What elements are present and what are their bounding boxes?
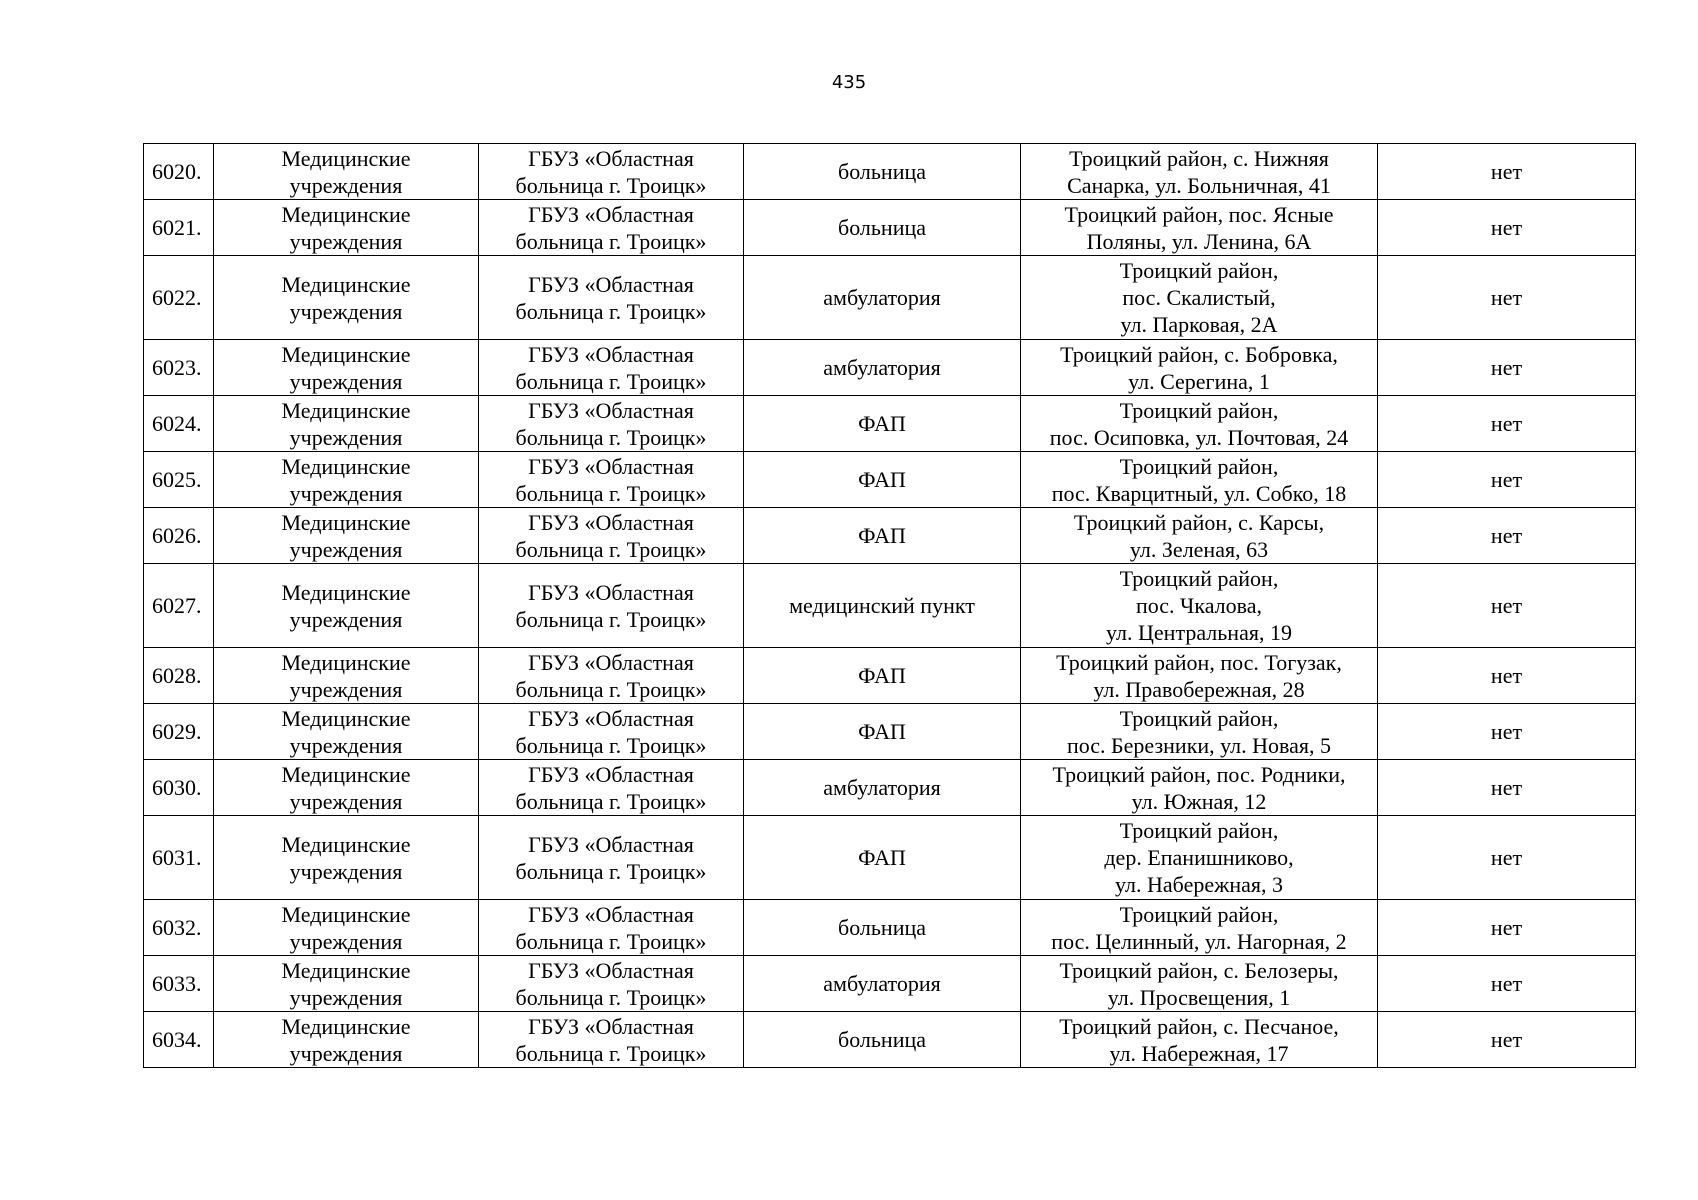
table-row (144, 816, 1636, 900)
category-cell: Медицинские учреждения (214, 452, 479, 508)
facility-type-cell: ФАП (744, 648, 1021, 704)
status-cell: нет (1378, 452, 1636, 508)
category-cell: Медицинские учреждения (214, 564, 479, 648)
address-cell: Троицкий район, пос. Ясные Поляны, ул. Ленина, 6А (1021, 200, 1378, 256)
table-row (144, 704, 1636, 760)
table-row (144, 452, 1636, 508)
facilities-table (143, 143, 1636, 1068)
facility-type-cell: амбулатория (744, 340, 1021, 396)
table-row (144, 956, 1636, 1012)
facility-type-cell: ФАП (744, 452, 1021, 508)
facility-type-cell: больница (744, 200, 1021, 256)
organization-cell: ГБУЗ «Областная больница г. Троицк» (479, 816, 744, 900)
category-cell: Медицинские учреждения (214, 396, 479, 452)
status-cell: нет (1378, 648, 1636, 704)
organization-cell: ГБУЗ «Областная больница г. Троицк» (479, 508, 744, 564)
row-number: 6020. (144, 144, 214, 200)
status-cell: нет (1378, 1012, 1636, 1068)
table-row (144, 396, 1636, 452)
row-number: 6034. (144, 1012, 214, 1068)
facility-type-cell: ФАП (744, 704, 1021, 760)
row-number: 6024. (144, 396, 214, 452)
status-cell: нет (1378, 396, 1636, 452)
table-row (144, 564, 1636, 648)
organization-cell: ГБУЗ «Областная больница г. Троицк» (479, 340, 744, 396)
category-cell: Медицинские учреждения (214, 340, 479, 396)
address-cell: Троицкий район, с. Бобровка, ул. Серегина, 1 (1021, 340, 1378, 396)
status-cell: нет (1378, 564, 1636, 648)
category-cell: Медицинские учреждения (214, 508, 479, 564)
table-row (144, 648, 1636, 704)
organization-cell: ГБУЗ «Областная больница г. Троицк» (479, 200, 744, 256)
status-cell: нет (1378, 200, 1636, 256)
address-cell: Троицкий район, пос. Осиповка, ул. Почтовая, 24 (1021, 396, 1378, 452)
status-cell: нет (1378, 340, 1636, 396)
table-row (144, 256, 1636, 340)
table-row (144, 144, 1636, 200)
address-cell: Троицкий район, пос. Чкалова, ул. Центральная, 19 (1021, 564, 1378, 648)
facility-type-cell: больница (744, 1012, 1021, 1068)
status-cell: нет (1378, 704, 1636, 760)
address-cell: Троицкий район, пос. Родники, ул. Южная, 12 (1021, 760, 1378, 816)
category-cell: Медицинские учреждения (214, 816, 479, 900)
row-number: 6026. (144, 508, 214, 564)
page-number: 435 (831, 72, 867, 93)
row-number: 6023. (144, 340, 214, 396)
organization-cell: ГБУЗ «Областная больница г. Троицк» (479, 256, 744, 340)
status-cell: нет (1378, 508, 1636, 564)
organization-cell: ГБУЗ «Областная больница г. Троицк» (479, 760, 744, 816)
category-cell: Медицинские учреждения (214, 760, 479, 816)
facility-type-cell: ФАП (744, 396, 1021, 452)
status-cell: нет (1378, 956, 1636, 1012)
table-row (144, 1012, 1636, 1068)
facility-type-cell: амбулатория (744, 256, 1021, 340)
facility-type-cell: больница (744, 900, 1021, 956)
facility-type-cell: ФАП (744, 508, 1021, 564)
address-cell: Троицкий район, пос. Березники, ул. Новая, 5 (1021, 704, 1378, 760)
category-cell: Медицинские учреждения (214, 956, 479, 1012)
status-cell: нет (1378, 144, 1636, 200)
facility-type-cell: больница (744, 144, 1021, 200)
category-cell: Медицинские учреждения (214, 1012, 479, 1068)
status-cell: нет (1378, 760, 1636, 816)
organization-cell: ГБУЗ «Областная больница г. Троицк» (479, 704, 744, 760)
row-number: 6030. (144, 760, 214, 816)
row-number: 6028. (144, 648, 214, 704)
facility-type-cell: амбулатория (744, 760, 1021, 816)
address-cell: Троицкий район, пос. Целинный, ул. Нагорная, 2 (1021, 900, 1378, 956)
organization-cell: ГБУЗ «Областная больница г. Троицк» (479, 564, 744, 648)
facility-type-cell: ФАП (744, 816, 1021, 900)
organization-cell: ГБУЗ «Областная больница г. Троицк» (479, 144, 744, 200)
address-cell: Троицкий район, пос. Кварцитный, ул. Собко, 18 (1021, 452, 1378, 508)
status-cell: нет (1378, 900, 1636, 956)
row-number: 6029. (144, 704, 214, 760)
category-cell: Медицинские учреждения (214, 144, 479, 200)
facility-type-cell: амбулатория (744, 956, 1021, 1012)
category-cell: Медицинские учреждения (214, 256, 479, 340)
table-row (144, 508, 1636, 564)
address-cell: Троицкий район, пос. Тогузак, ул. Правобережная, 28 (1021, 648, 1378, 704)
row-number: 6033. (144, 956, 214, 1012)
status-cell: нет (1378, 816, 1636, 900)
organization-cell: ГБУЗ «Областная больница г. Троицк» (479, 1012, 744, 1068)
table-row (144, 200, 1636, 256)
organization-cell: ГБУЗ «Областная больница г. Троицк» (479, 648, 744, 704)
organization-cell: ГБУЗ «Областная больница г. Троицк» (479, 956, 744, 1012)
table-row (144, 900, 1636, 956)
table-row (144, 760, 1636, 816)
row-number: 6022. (144, 256, 214, 340)
address-cell: Троицкий район, с. Карсы, ул. Зеленая, 63 (1021, 508, 1378, 564)
row-number: 6025. (144, 452, 214, 508)
row-number: 6031. (144, 816, 214, 900)
category-cell: Медицинские учреждения (214, 704, 479, 760)
category-cell: Медицинские учреждения (214, 200, 479, 256)
row-number: 6027. (144, 564, 214, 648)
row-number: 6032. (144, 900, 214, 956)
organization-cell: ГБУЗ «Областная больница г. Троицк» (479, 900, 744, 956)
address-cell: Троицкий район, с. Нижняя Санарка, ул. Больничная, 41 (1021, 144, 1378, 200)
category-cell: Медицинские учреждения (214, 648, 479, 704)
table-body (144, 144, 1636, 1068)
category-cell: Медицинские учреждения (214, 900, 479, 956)
table-row (144, 340, 1636, 396)
organization-cell: ГБУЗ «Областная больница г. Троицк» (479, 452, 744, 508)
organization-cell: ГБУЗ «Областная больница г. Троицк» (479, 396, 744, 452)
row-number: 6021. (144, 200, 214, 256)
address-cell: Троицкий район, с. Белозеры, ул. Просвещения, 1 (1021, 956, 1378, 1012)
address-cell: Троицкий район, дер. Епанишниково, ул. Набережная, 3 (1021, 816, 1378, 900)
address-cell: Троицкий район, с. Песчаное, ул. Набережная, 17 (1021, 1012, 1378, 1068)
facility-type-cell: медицинский пункт (744, 564, 1021, 648)
status-cell: нет (1378, 256, 1636, 340)
address-cell: Троицкий район, пос. Скалистый, ул. Парковая, 2А (1021, 256, 1378, 340)
